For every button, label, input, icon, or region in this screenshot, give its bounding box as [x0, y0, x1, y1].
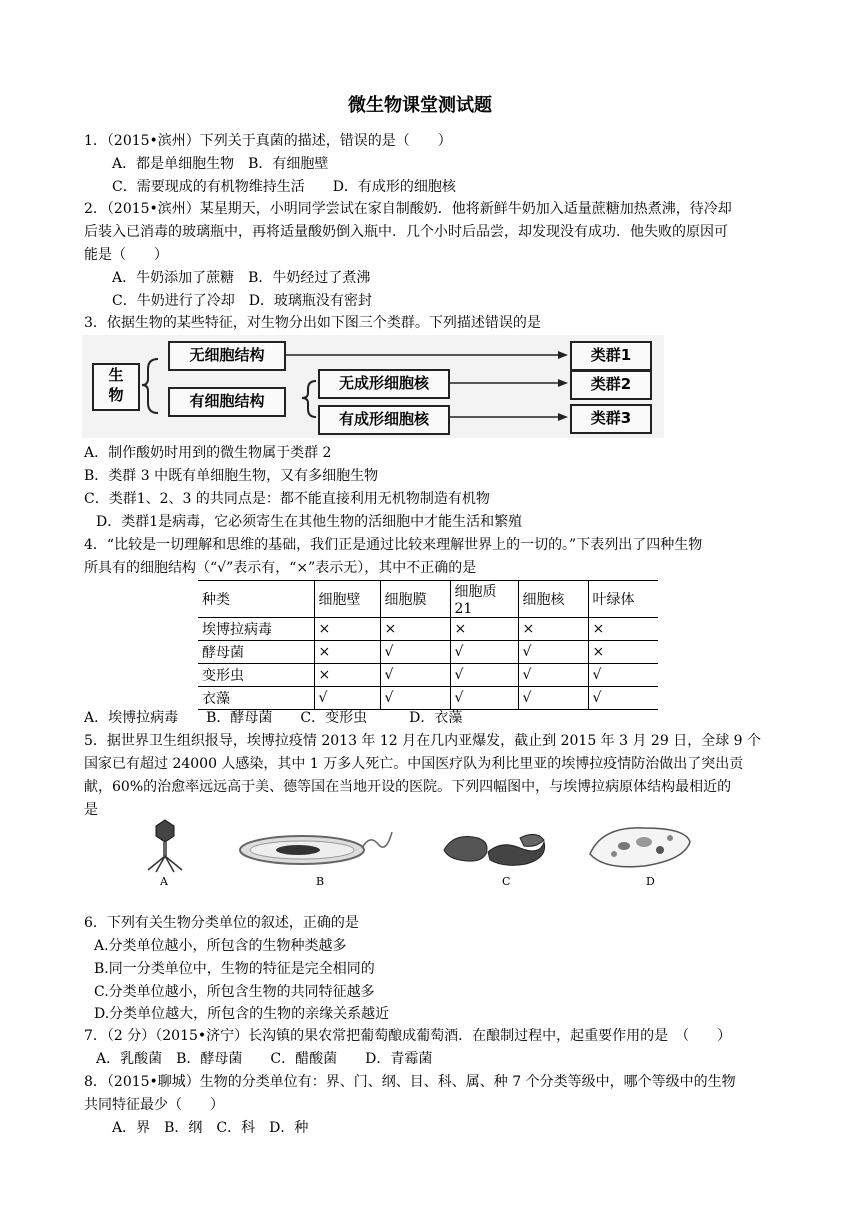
page-title: 微生物课堂测试题 — [348, 95, 492, 116]
question-1-stem: 1．（2015•滨州）下列关于真菌的描述，错误的是（ ） — [84, 133, 452, 149]
question-6-option-a: A.分类单位越小，所包含的生物种类越多 — [94, 938, 347, 954]
question-5-line-4: 是 — [84, 802, 98, 818]
table-cell: × — [450, 618, 518, 641]
table-cell: × — [314, 664, 380, 687]
question-2-line-1: 2．（2015•滨州）某星期天，小明同学尝试在家自制酸奶．他将新鲜牛奶加入适量蔗糖加热煮沸，待冷却 — [84, 201, 732, 217]
image-label-d: D — [646, 875, 655, 888]
table-cell: √ — [380, 664, 450, 687]
question-2-line-3: 能是（ ） — [84, 247, 168, 263]
question-8-line-1: 8．（2015•聊城）生物的分类单位有：界、门、纲、目、科、属、种 7 个分类等级中，哪个等级中的生物 — [84, 1074, 736, 1090]
question-3-option-b: B．类群 3 中既有单细胞生物，又有多细胞生物 — [84, 468, 379, 484]
bacterium-image — [236, 826, 396, 870]
table-cell: × — [588, 641, 658, 664]
table-header-cell: 细胞核 — [518, 581, 588, 618]
root-label: 生物 — [108, 366, 124, 404]
table-cell: × — [588, 618, 658, 641]
question-1-options-ab: A．都是单细胞生物 B．有细胞壁 — [112, 156, 329, 172]
question-2-options-ab: A．牛奶添加了蔗糖 B．牛奶经过了煮沸 — [112, 270, 371, 286]
question-2-options-cd: C．牛奶进行了冷却 D．玻璃瓶没有密封 — [112, 293, 372, 309]
question-6-option-c: C.分类单位越小，所包含生物的共同特征越多 — [94, 984, 375, 1000]
table-row — [198, 664, 658, 687]
question-8-options: A．界 B．纲 C．科 D．种 — [112, 1120, 309, 1136]
table-cell: √ — [314, 687, 380, 710]
question-4-options: A．埃博拉病毒 B．酵母菌 C．变形虫 D．衣藻 — [84, 710, 463, 726]
question-5-line-1: 5．据世界卫生组织报导，埃博拉疫情 2013 年 12 月在几内亚爆发，截止到 2015 年 3 月 29 日，全球 9 个 — [84, 733, 762, 749]
table-header-row — [198, 581, 658, 618]
root-box — [92, 363, 140, 411]
no-cell-structure-box: 无细胞结构 — [168, 341, 286, 371]
question-6-stem: 6．下列有关生物分类单位的叙述，正确的是 — [84, 915, 359, 931]
table-header-cell: 细胞质21 — [450, 581, 518, 618]
classification-diagram — [82, 335, 664, 438]
group-2-box: 类群2 — [570, 370, 652, 400]
table-header-cell: 叶绿体 — [588, 581, 658, 618]
table-cell: √ — [518, 687, 588, 710]
table-cell: × — [314, 641, 380, 664]
question-5-line-3: 献，60%的治愈率远远高于美、德等国在当地开设的医院。下列四幅图中，与埃博拉病原体结构最相近的 — [84, 779, 732, 795]
question-5-line-2: 国家已有超过 24000 人感染，其中 1 万多人死亡。中国医疗队为利比里亚的埃博拉疫情防治做出了突出贡 — [84, 756, 744, 772]
no-nucleus-box: 无成形细胞核 — [318, 369, 450, 399]
image-label-c: C — [502, 875, 511, 888]
image-label-b: B — [316, 875, 325, 888]
table-cell: √ — [588, 664, 658, 687]
table-cell: √ — [380, 641, 450, 664]
table-row — [198, 641, 658, 664]
table-cell: √ — [588, 687, 658, 710]
paramecium-image — [584, 820, 696, 872]
cell-structure-table — [198, 580, 658, 710]
table-header-cell: 细胞膜 — [380, 581, 450, 618]
question-3-stem: 3．依据生物的某些特征，对生物分出如下图三个类群。下列描述错误的是 — [84, 315, 541, 331]
table-cell: × — [518, 618, 588, 641]
bacteriophage-image — [140, 818, 190, 874]
table-cell: × — [380, 618, 450, 641]
question-3-option-c: C．类群1、2、3 的共同点是：都不能直接利用无机物制造有机物 — [84, 491, 490, 507]
has-nucleus-box: 有成形细胞核 — [318, 405, 450, 435]
question-6-option-d: D.分类单位越大，所包含的生物的亲缘关系越近 — [94, 1006, 390, 1022]
table-cell: √ — [518, 664, 588, 687]
table-cell: √ — [380, 687, 450, 710]
question-8-line-2: 共同特征最少（ ） — [84, 1097, 224, 1113]
group-1-box: 类群1 — [570, 341, 652, 371]
table-cell: 埃博拉病毒 — [198, 618, 314, 641]
table-cell: √ — [518, 641, 588, 664]
table-header-cell: 种类 — [198, 581, 314, 618]
table-header-cell: 细胞壁 — [314, 581, 380, 618]
table-cell: 酵母菌 — [198, 641, 314, 664]
group-3-box: 类群3 — [570, 404, 652, 434]
question-7-stem: 7．（2 分）（2015•济宁）长沟镇的果农常把葡萄酿成葡萄酒．在酿制过程中，起重要作用的是 （ ） — [84, 1028, 732, 1044]
question-3-option-d: D．类群1是病毒，它必须寄生在其他生物的活细胞中才能生活和繁殖 — [96, 514, 523, 530]
question-4-line-2: 所具有的细胞结构（“√”表示有，“×”表示无），其中不正确的是 — [84, 560, 477, 576]
table-row — [198, 687, 658, 710]
table-cell: 衣藻 — [198, 687, 314, 710]
question-7-options: A．乳酸菌 B．酵母菌 C．醋酸菌 D．青霉菌 — [96, 1051, 433, 1067]
table-cell: 变形虫 — [198, 664, 314, 687]
has-cell-structure-box: 有细胞结构 — [168, 387, 286, 417]
question-6-option-b: B.同一分类单位中，生物的特征是完全相同的 — [94, 961, 375, 977]
question-2-line-2: 后装入已消毒的玻璃瓶中，再将适量酸奶倒入瓶中．几个小时后品尝，却发现没有成功．他失败的原因可 — [84, 224, 728, 240]
question-1-options-cd: C．需要现成的有机物维持生活 D．有成形的细胞核 — [112, 179, 456, 195]
table-row — [198, 618, 658, 641]
table-cell: √ — [450, 687, 518, 710]
question-4-line-1: 4．“比较是一切理解和思维的基础，我们正是通过比较来理解世界上的一切的。”下表列出了四种生物 — [84, 537, 703, 553]
table-cell: √ — [450, 641, 518, 664]
fungus-image — [440, 826, 550, 868]
table-cell: √ — [450, 664, 518, 687]
question-3-option-a: A．制作酸奶时用到的微生物属于类群 2 — [84, 445, 332, 461]
table-cell: × — [314, 618, 380, 641]
image-label-a: A — [160, 875, 168, 888]
